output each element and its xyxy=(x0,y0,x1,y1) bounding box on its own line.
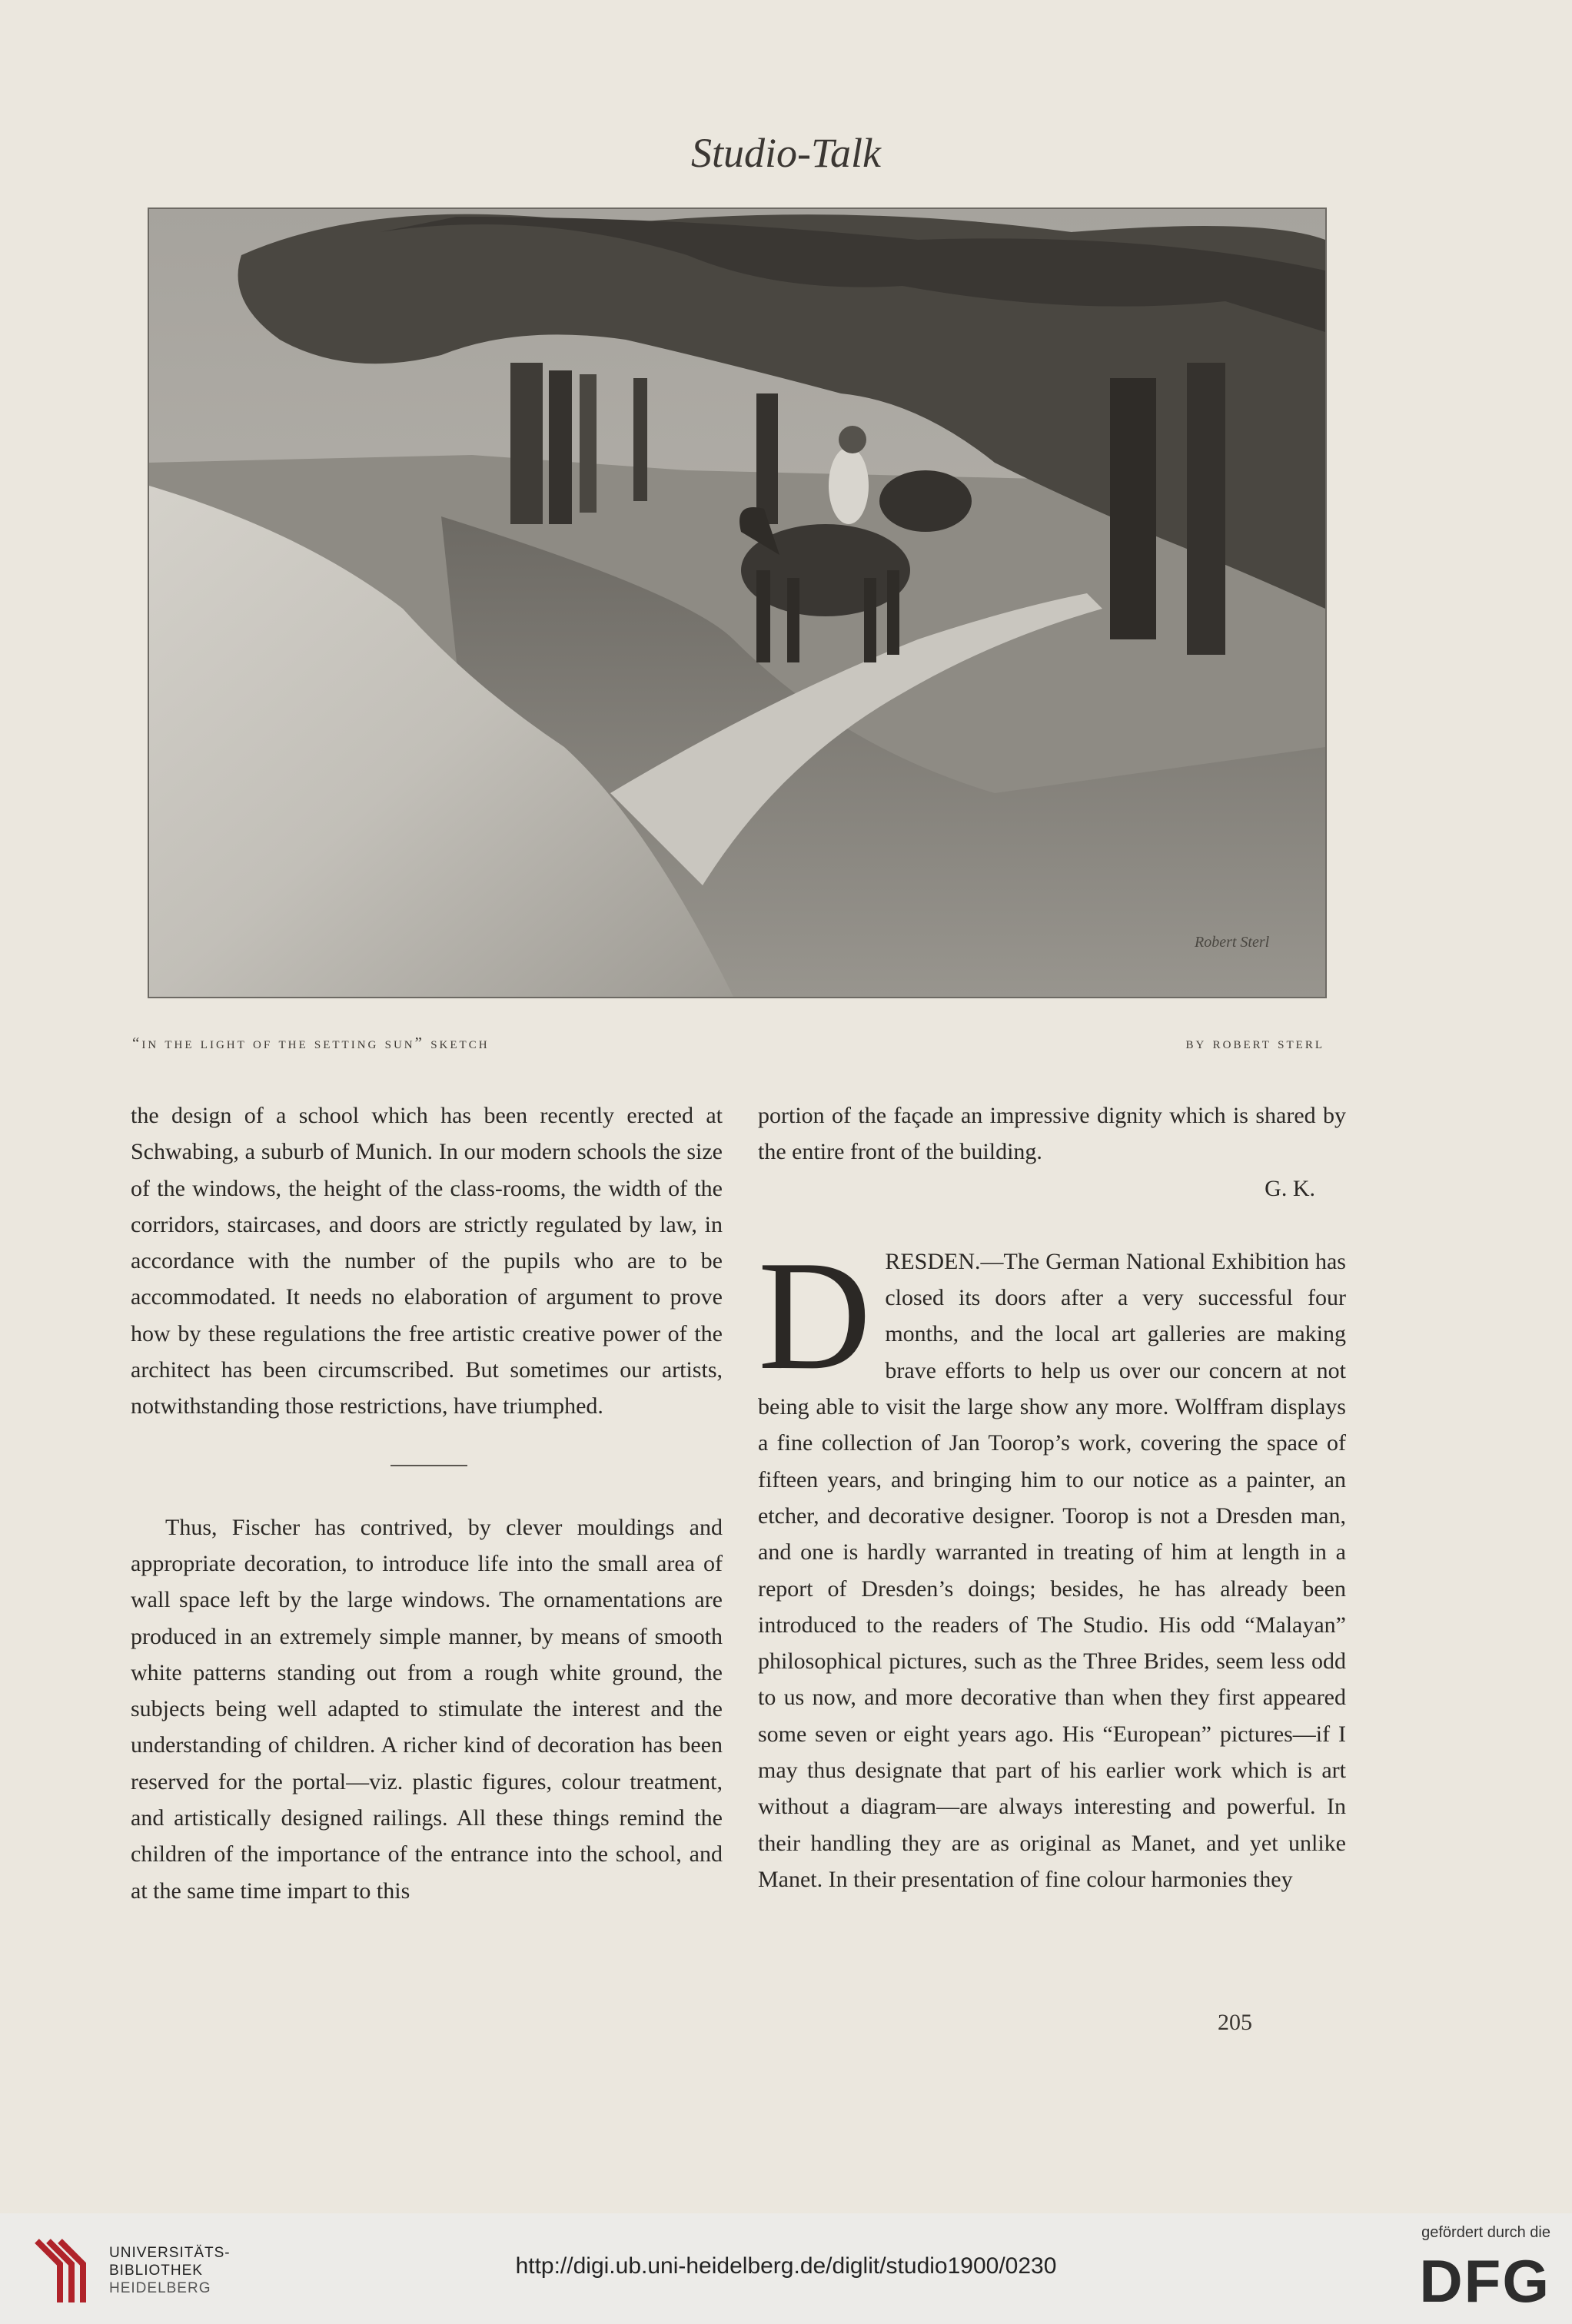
caption-title: “in the light of the setting sun” sketch xyxy=(132,1034,490,1052)
caption-artist: by robert sterl xyxy=(1185,1034,1324,1052)
section-divider xyxy=(391,1465,467,1466)
library-name-line1: UNIVERSITÄTS- xyxy=(109,2245,231,2261)
author-initials: G. K. xyxy=(1265,1175,1315,1201)
illustration-plate xyxy=(148,208,1327,998)
page-number: 205 xyxy=(1218,2010,1252,2035)
painting-image xyxy=(149,209,1325,997)
right-paragraph-2 xyxy=(758,1228,1346,1897)
digitization-footer xyxy=(0,2213,1572,2324)
left-column xyxy=(131,1097,723,1909)
drop-cap: D xyxy=(758,1228,872,1403)
library-name-line3: HEIDELBERG xyxy=(109,2280,211,2296)
source-url-link[interactable]: http://digi.ub.uni-heidelberg.de/diglit/studio1900/0230 xyxy=(515,2253,1057,2279)
right-paragraph-1: portion of the façade an impressive dignity which is shared by the entire front of the building. xyxy=(758,1103,1346,1165)
dfg-logo: DFG xyxy=(1419,2247,1550,2315)
library-name-line2: BIBLIOTHEK xyxy=(109,2263,203,2279)
artist-signature: Robert Sterl xyxy=(1195,934,1270,951)
dresden-report-text: RESDEN.—The German National Exhibition has closed its doors after a very successful four months, and the local art galleries are making brave efforts to help us over our concern at not being able to visit the large show any more. Wolffram displays a fine collection of Jan Toorop’s work, covering the space of fifteen years, and bringing him to our notice as a painter, an etcher, and decorative designer. Toorop is not a Dresden man, and one is hardly warranted in treating of him at length in a report of Dresden’s doings; besides, he has already been introduced to the readers of The Studio. His odd “Malayan” philosophical pictures, such as the Three Brides, seem less odd to us now, and more decorative than when they first appeared some seven or eight years ago. His “European” pictures—if I may thus designate that part of his earlier work which is art without a diagram—are always interesting and powerful. In their handling they are as original as Manet, and yet unlike Manet. In their presentation of fine colour harmonies they xyxy=(758,1248,1346,1892)
right-column xyxy=(758,1097,1346,1897)
left-paragraph-2: Thus, Fischer has contrived, by clever mouldings and appropriate decoration, to introduce life into the small area of wall space left by the large windows. The ornamentations are produced in an extremely simple manner, by means of smooth white patterns standing out from a rough white ground, the subjects being well adapted to stimulate the interest and the understanding of children. A richer kind of decoration has been reserved for the portal—viz. plastic figures, colour treatment, and artistically designed railings. All these things remind the children of the importance of the entrance into the school, and at the same time impart to this xyxy=(131,1514,723,1904)
left-paragraph-1: the design of a school which has been recently erected at Schwabing, a suburb of Munich. In our modern schools the size of the windows, the height of the class-rooms, the width of the corridors, staircases, and doors are strictly regulated by law, in accordance with the number of the pupils who are to be accommodated. It needs no elaboration of argument to prove how by these regulations the free artistic creative power of the architect has been circumscribed. But sometimes our artists, notwithstanding those restrictions, have triumphed. xyxy=(131,1103,723,1419)
running-head: Studio-Talk xyxy=(690,130,882,176)
funding-note: gefördert durch die xyxy=(1421,2224,1550,2241)
